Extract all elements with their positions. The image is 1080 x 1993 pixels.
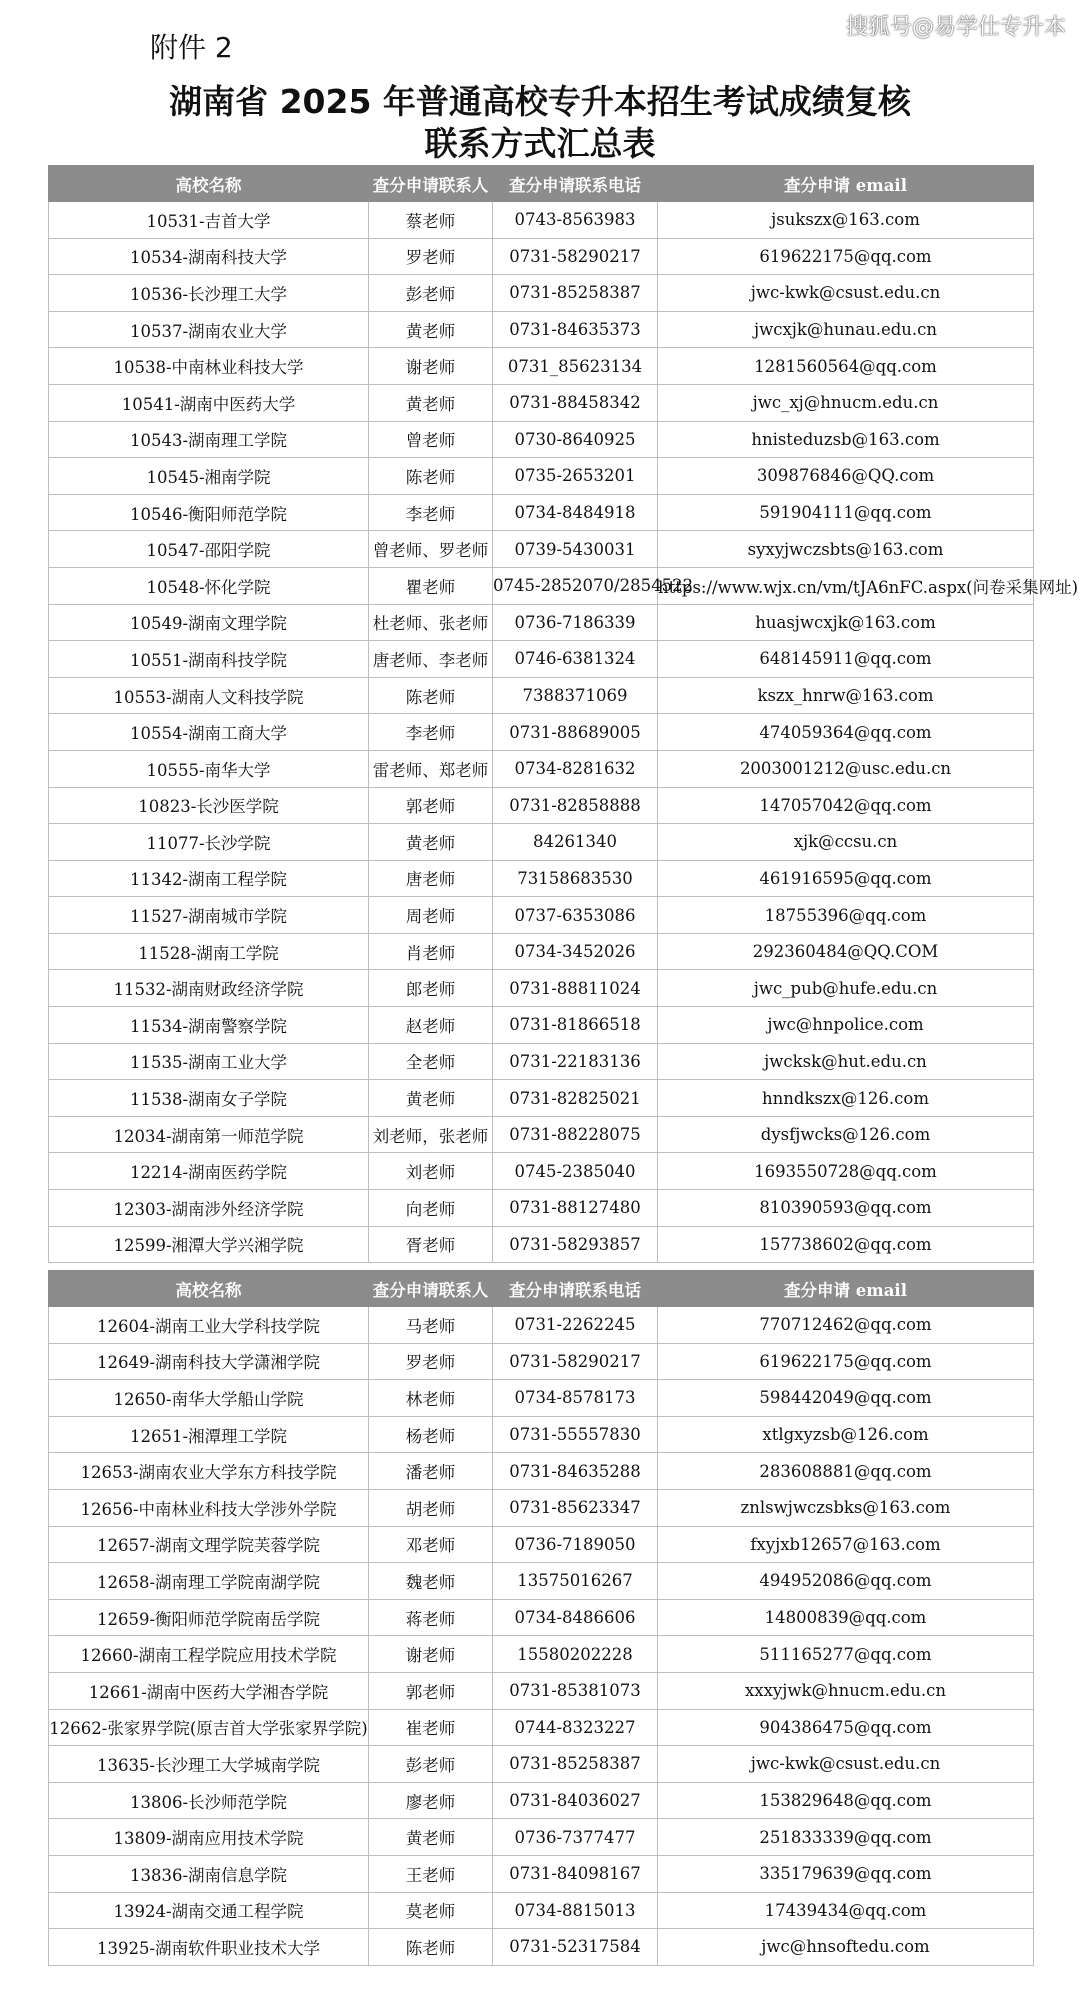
table-row (49, 1855, 1034, 1892)
school-name-cell: 10538-中南林业科技大学 (49, 348, 369, 385)
email-cell[interactable]: 810390593@qq.com (658, 1190, 1034, 1227)
page-title: 湖南省 2025 年普通高校专升本招生考试成绩复核 (169, 82, 911, 121)
table-row (49, 1746, 1034, 1783)
table-body-2 (49, 1307, 1034, 1966)
school-name-cell: 10551-湖南科技学院 (49, 641, 369, 678)
email-cell[interactable]: jwc_pub@hufe.edu.cn (658, 970, 1034, 1007)
phone-cell: 0731-84036027 (493, 1782, 658, 1819)
school-name-cell: 10541-湖南中医药大学 (49, 384, 369, 421)
phone-cell: 0734-8484918 (493, 494, 658, 531)
phone-cell: 0735-2653201 (493, 458, 658, 495)
email-cell[interactable]: 2003001212@usc.edu.cn (658, 750, 1034, 787)
phone-cell: 0736-7186339 (493, 604, 658, 641)
school-name-cell: 12656-中南林业科技大学涉外学院 (49, 1489, 369, 1526)
school-name-cell: 11528-湖南工学院 (49, 933, 369, 970)
email-cell[interactable]: jsukszx@163.com (658, 202, 1034, 239)
table-row (49, 1672, 1034, 1709)
table-row (49, 897, 1034, 934)
table-row (49, 1226, 1034, 1263)
email-cell[interactable]: 157738602@qq.com (658, 1226, 1034, 1263)
phone-cell: 0734-8815013 (493, 1892, 658, 1929)
email-cell[interactable]: jwc@hnpolice.com (658, 1007, 1034, 1044)
contact-person-cell: 李老师 (369, 714, 493, 751)
table-row (49, 933, 1034, 970)
email-cell[interactable]: 18755396@qq.com (658, 897, 1034, 934)
school-name-cell: 11077-长沙学院 (49, 824, 369, 861)
table-row (49, 860, 1034, 897)
school-name-cell: 12034-湖南第一师范学院 (49, 1116, 369, 1153)
phone-cell: 0731-85258387 (493, 275, 658, 312)
contact-person-cell: 李老师 (369, 494, 493, 531)
school-name-cell: 13635-长沙理工大学城南学院 (49, 1746, 369, 1783)
phone-cell: 0745-2852070/2854522 (493, 567, 658, 604)
table-header-row (49, 1271, 1034, 1307)
phone-cell: 13575016267 (493, 1563, 658, 1600)
contact-person-cell: 陈老师 (369, 458, 493, 495)
school-name-cell: 10823-长沙医学院 (49, 787, 369, 824)
table-row (49, 384, 1034, 421)
school-name-cell: 12214-湖南医药学院 (49, 1153, 369, 1190)
table-row (49, 1526, 1034, 1563)
table-row (49, 1190, 1034, 1227)
school-name-cell: 10548-怀化学院 (49, 567, 369, 604)
contact-table-2 (48, 1270, 1034, 1966)
page-subtitle: 联系方式汇总表 (424, 124, 656, 163)
email-cell[interactable]: 619622175@qq.com (658, 1343, 1034, 1380)
email-cell[interactable]: 648145911@qq.com (658, 641, 1034, 678)
school-name-cell: 13925-湖南软件职业技术大学 (49, 1929, 369, 1966)
phone-cell: 0737-6353086 (493, 897, 658, 934)
phone-cell: 73158683530 (493, 860, 658, 897)
phone-cell: 0731-88811024 (493, 970, 658, 1007)
email-cell[interactable]: hnisteduzsb@163.com (658, 421, 1034, 458)
phone-cell: 0731-84098167 (493, 1855, 658, 1892)
contact-person-cell: 胥老师 (369, 1226, 493, 1263)
table-row (49, 1489, 1034, 1526)
contact-person-cell: 谢老师 (369, 348, 493, 385)
email-cell[interactable]: jwcxjk@hunau.edu.cn (658, 311, 1034, 348)
school-name-cell: 10534-湖南科技大学 (49, 238, 369, 275)
phone-cell: 0731-85623347 (493, 1489, 658, 1526)
contact-person-cell: 罗老师 (369, 1343, 493, 1380)
table-row (49, 1453, 1034, 1490)
email-cell[interactable]: 494952086@qq.com (658, 1563, 1034, 1600)
table-row (49, 1892, 1034, 1929)
email-cell[interactable]: xtlgxyzsb@126.com (658, 1416, 1034, 1453)
contact-person-cell: 林老师 (369, 1380, 493, 1417)
phone-cell: 0736-7189050 (493, 1526, 658, 1563)
contact-person-cell: 杜老师、张老师 (369, 604, 493, 641)
table-row (49, 1416, 1034, 1453)
table-row (49, 1819, 1034, 1856)
watermark-text: 搜狐号@易学仕专升本 (845, 15, 1066, 40)
email-cell[interactable]: jwc@hnsoftedu.com (658, 1929, 1034, 1966)
table-row (49, 202, 1034, 239)
email-cell[interactable]: 619622175@qq.com (658, 238, 1034, 275)
contact-person-cell: 马老师 (369, 1307, 493, 1344)
contact-person-cell: 潘老师 (369, 1453, 493, 1490)
school-name-cell: 11527-湖南城市学院 (49, 897, 369, 934)
phone-cell: 0731-85258387 (493, 1746, 658, 1783)
table-row (49, 238, 1034, 275)
email-cell[interactable]: 251833339@qq.com (658, 1819, 1034, 1856)
school-name-cell: 12657-湖南文理学院芙蓉学院 (49, 1526, 369, 1563)
table-row (49, 1929, 1034, 1966)
school-name-cell: 11532-湖南财政经济学院 (49, 970, 369, 1007)
contact-person-cell: 胡老师 (369, 1489, 493, 1526)
phone-cell: 0745-2385040 (493, 1153, 658, 1190)
phone-cell: 0731-88689005 (493, 714, 658, 751)
school-name-cell: 10545-湘南学院 (49, 458, 369, 495)
table-header-row (49, 166, 1034, 202)
phone-cell: 0731-84635288 (493, 1453, 658, 1490)
school-name-cell: 12650-南华大学船山学院 (49, 1380, 369, 1417)
contact-person-cell: 蒋老师 (369, 1599, 493, 1636)
school-name-cell: 10536-长沙理工大学 (49, 275, 369, 312)
contact-person-cell: 黄老师 (369, 824, 493, 861)
email-cell[interactable]: hnndkszx@126.com (658, 1080, 1034, 1117)
contact-person-cell: 刘老师，张老师 (369, 1116, 493, 1153)
column-header-email: 查分申请 email (658, 166, 1034, 202)
table-row (49, 531, 1034, 568)
email-cell[interactable]: 147057042@qq.com (658, 787, 1034, 824)
email-cell[interactable]: 335179639@qq.com (658, 1855, 1034, 1892)
table-row (49, 1380, 1034, 1417)
school-name-cell: 10537-湖南农业大学 (49, 311, 369, 348)
table-row (49, 677, 1034, 714)
email-cell[interactable]: huasjwcxjk@163.com (658, 604, 1034, 641)
contact-person-cell: 黄老师 (369, 384, 493, 421)
table-row (49, 1636, 1034, 1673)
table-row (49, 750, 1034, 787)
email-cell[interactable]: 770712462@qq.com (658, 1307, 1034, 1344)
table-row (49, 275, 1034, 312)
column-header-email: 查分申请 email (658, 1271, 1034, 1307)
email-cell[interactable]: znlswjwczsbks@163.com (658, 1489, 1034, 1526)
email-cell[interactable]: 904386475@qq.com (658, 1709, 1034, 1746)
phone-cell: 0734-8578173 (493, 1380, 658, 1417)
contact-person-cell: 曾老师、罗老师 (369, 531, 493, 568)
school-name-cell: 12653-湖南农业大学东方科技学院 (49, 1453, 369, 1490)
column-header-contact: 查分申请联系人 (369, 166, 493, 202)
table-row (49, 1782, 1034, 1819)
column-header-school: 高校名称 (49, 1271, 369, 1307)
email-cell[interactable]: 1693550728@qq.com (658, 1153, 1034, 1190)
phone-cell: 0730-8640925 (493, 421, 658, 458)
phone-cell: 0731-85381073 (493, 1672, 658, 1709)
email-cell[interactable]: 309876846@QQ.com (658, 458, 1034, 495)
email-cell[interactable]: 591904111@qq.com (658, 494, 1034, 531)
column-header-phone: 查分申请联系电话 (493, 1271, 658, 1307)
phone-cell: 0736-7377477 (493, 1819, 658, 1856)
table-row (49, 1080, 1034, 1117)
column-header-phone: 查分申请联系电话 (493, 166, 658, 202)
contact-person-cell: 雷老师、郑老师 (369, 750, 493, 787)
table-row (49, 970, 1034, 1007)
phone-cell: 0734-3452026 (493, 933, 658, 970)
email-cell[interactable]: 153829648@qq.com (658, 1782, 1034, 1819)
email-cell[interactable]: jwcksk@hut.edu.cn (658, 1043, 1034, 1080)
contact-person-cell: 陈老师 (369, 677, 493, 714)
contact-person-cell: 向老师 (369, 1190, 493, 1227)
email-cell[interactable]: 474059364@qq.com (658, 714, 1034, 751)
contact-person-cell: 廖老师 (369, 1782, 493, 1819)
contact-person-cell: 刘老师 (369, 1153, 493, 1190)
contact-person-cell: 赵老师 (369, 1007, 493, 1044)
contact-person-cell: 郭老师 (369, 1672, 493, 1709)
phone-cell: 0731_85623134 (493, 348, 658, 385)
contact-person-cell: 崔老师 (369, 1709, 493, 1746)
column-header-school: 高校名称 (49, 166, 369, 202)
contact-person-cell: 王老师 (369, 1855, 493, 1892)
school-name-cell: 13806-长沙师范学院 (49, 1782, 369, 1819)
phone-cell: 0734-8281632 (493, 750, 658, 787)
school-name-cell: 10546-衡阳师范学院 (49, 494, 369, 531)
contact-person-cell: 黄老师 (369, 311, 493, 348)
contact-person-cell: 魏老师 (369, 1563, 493, 1600)
table-row (49, 1599, 1034, 1636)
phone-cell: 0743-8563983 (493, 202, 658, 239)
table-row (49, 421, 1034, 458)
school-name-cell: 12660-湖南工程学院应用技术学院 (49, 1636, 369, 1673)
school-name-cell: 12599-湘潭大学兴湘学院 (49, 1226, 369, 1263)
table-row (49, 1007, 1034, 1044)
table-row (49, 824, 1034, 861)
email-cell[interactable]: 14800839@qq.com (658, 1599, 1034, 1636)
attachment-label: 附件 2 (150, 31, 233, 64)
school-name-cell: 12659-衡阳师范学院南岳学院 (49, 1599, 369, 1636)
school-name-cell: 13809-湖南应用技术学院 (49, 1819, 369, 1856)
phone-cell: 0739-5430031 (493, 531, 658, 568)
contact-person-cell: 瞿老师 (369, 567, 493, 604)
phone-cell: 15580202228 (493, 1636, 658, 1673)
table-row (49, 1116, 1034, 1153)
school-name-cell: 12658-湖南理工学院南湖学院 (49, 1563, 369, 1600)
phone-cell: 0731-84635373 (493, 311, 658, 348)
phone-cell: 0731-82825021 (493, 1080, 658, 1117)
email-cell[interactable]: fxyjxb12657@163.com (658, 1526, 1034, 1563)
email-cell[interactable]: 283608881@qq.com (658, 1453, 1034, 1490)
phone-cell: 0731-52317584 (493, 1929, 658, 1966)
email-cell[interactable]: jwc-kwk@csust.edu.cn (658, 275, 1034, 312)
email-cell[interactable]: 511165277@qq.com (658, 1636, 1034, 1673)
school-name-cell: 11534-湖南警察学院 (49, 1007, 369, 1044)
table-row (49, 348, 1034, 385)
phone-cell: 0731-88458342 (493, 384, 658, 421)
table-row (49, 567, 1034, 604)
table-row (49, 787, 1034, 824)
phone-cell: 0731-2262245 (493, 1307, 658, 1344)
phone-cell: 0731-58290217 (493, 1343, 658, 1380)
school-name-cell: 12651-湘潭理工学院 (49, 1416, 369, 1453)
contact-person-cell: 谢老师 (369, 1636, 493, 1673)
table-row (49, 604, 1034, 641)
phone-cell: 0731-22183136 (493, 1043, 658, 1080)
email-cell[interactable]: xjk@ccsu.cn (658, 824, 1034, 861)
contact-person-cell: 郎老师 (369, 970, 493, 1007)
contact-person-cell: 郭老师 (369, 787, 493, 824)
email-cell[interactable]: 17439434@qq.com (658, 1892, 1034, 1929)
phone-cell: 0746-6381324 (493, 641, 658, 678)
school-name-cell: 10554-湖南工商大学 (49, 714, 369, 751)
phone-cell: 0731-58293857 (493, 1226, 658, 1263)
column-header-contact: 查分申请联系人 (369, 1271, 493, 1307)
table-row (49, 1043, 1034, 1080)
contact-person-cell: 黄老师 (369, 1080, 493, 1117)
email-cell[interactable]: jwc-kwk@csust.edu.cn (658, 1746, 1034, 1783)
school-name-cell: 11538-湖南女子学院 (49, 1080, 369, 1117)
contact-person-cell: 肖老师 (369, 933, 493, 970)
table-row (49, 1153, 1034, 1190)
school-name-cell: 11342-湖南工程学院 (49, 860, 369, 897)
table-row (49, 641, 1034, 678)
school-name-cell: 10543-湖南理工学院 (49, 421, 369, 458)
email-cell[interactable]: dysfjwcks@126.com (658, 1116, 1034, 1153)
contact-person-cell: 莫老师 (369, 1892, 493, 1929)
email-cell[interactable]: syxyjwczsbts@163.com (658, 531, 1034, 568)
school-name-cell: 10555-南华大学 (49, 750, 369, 787)
phone-cell: 84261340 (493, 824, 658, 861)
school-name-cell: 12604-湖南工业大学科技学院 (49, 1307, 369, 1344)
school-name-cell: 12649-湖南科技大学潇湘学院 (49, 1343, 369, 1380)
table-body-1 (49, 202, 1079, 1263)
email-cell[interactable]: https://www.wjx.cn/vm/tJA6nFC.aspx(问卷采集网址) (658, 567, 1034, 604)
school-name-cell: 12662-张家界学院(原吉首大学张家界学院) (49, 1709, 369, 1746)
contact-person-cell: 唐老师、李老师 (369, 641, 493, 678)
contact-person-cell: 黄老师 (369, 1819, 493, 1856)
email-cell[interactable]: 1281560564@qq.com (658, 348, 1034, 385)
phone-cell: 0744-8323227 (493, 1709, 658, 1746)
table-row (49, 311, 1034, 348)
contact-person-cell: 彭老师 (369, 1746, 493, 1783)
school-name-cell: 11535-湖南工业大学 (49, 1043, 369, 1080)
email-cell[interactable]: xxxyjwk@hnucm.edu.cn (658, 1672, 1034, 1709)
email-cell[interactable]: kszx_hnrw@163.com (658, 677, 1034, 714)
school-name-cell: 12661-湖南中医药大学湘杏学院 (49, 1672, 369, 1709)
contact-table-1 (48, 165, 1079, 1263)
contact-person-cell: 曾老师 (369, 421, 493, 458)
phone-cell: 0731-88127480 (493, 1190, 658, 1227)
table-row (49, 1709, 1034, 1746)
school-name-cell: 10549-湖南文理学院 (49, 604, 369, 641)
contact-person-cell: 周老师 (369, 897, 493, 934)
contact-person-cell: 杨老师 (369, 1416, 493, 1453)
table-row (49, 714, 1034, 751)
school-name-cell: 10531-吉首大学 (49, 202, 369, 239)
email-cell[interactable]: 461916595@qq.com (658, 860, 1034, 897)
contact-person-cell: 唐老师 (369, 860, 493, 897)
phone-cell: 0731-82858888 (493, 787, 658, 824)
school-name-cell: 12303-湖南涉外经济学院 (49, 1190, 369, 1227)
phone-cell: 0731-88228075 (493, 1116, 658, 1153)
contact-person-cell: 彭老师 (369, 275, 493, 312)
phone-cell: 0734-8486606 (493, 1599, 658, 1636)
school-name-cell: 10547-邵阳学院 (49, 531, 369, 568)
phone-cell: 0731-81866518 (493, 1007, 658, 1044)
phone-cell: 0731-55557830 (493, 1416, 658, 1453)
table-row (49, 1563, 1034, 1600)
contact-person-cell: 邓老师 (369, 1526, 493, 1563)
table-row (49, 1343, 1034, 1380)
email-cell[interactable]: 292360484@QQ.COM (658, 933, 1034, 970)
school-name-cell: 13924-湖南交通工程学院 (49, 1892, 369, 1929)
table-row (49, 458, 1034, 495)
contact-person-cell: 蔡老师 (369, 202, 493, 239)
table-row (49, 494, 1034, 531)
contact-person-cell: 全老师 (369, 1043, 493, 1080)
school-name-cell: 10553-湖南人文科技学院 (49, 677, 369, 714)
contact-person-cell: 罗老师 (369, 238, 493, 275)
email-cell[interactable]: 598442049@qq.com (658, 1380, 1034, 1417)
phone-cell: 0731-58290217 (493, 238, 658, 275)
school-name-cell: 13836-湖南信息学院 (49, 1855, 369, 1892)
contact-person-cell: 陈老师 (369, 1929, 493, 1966)
email-cell[interactable]: jwc_xj@hnucm.edu.cn (658, 384, 1034, 421)
table-row (49, 1307, 1034, 1344)
phone-cell: 7388371069 (493, 677, 658, 714)
